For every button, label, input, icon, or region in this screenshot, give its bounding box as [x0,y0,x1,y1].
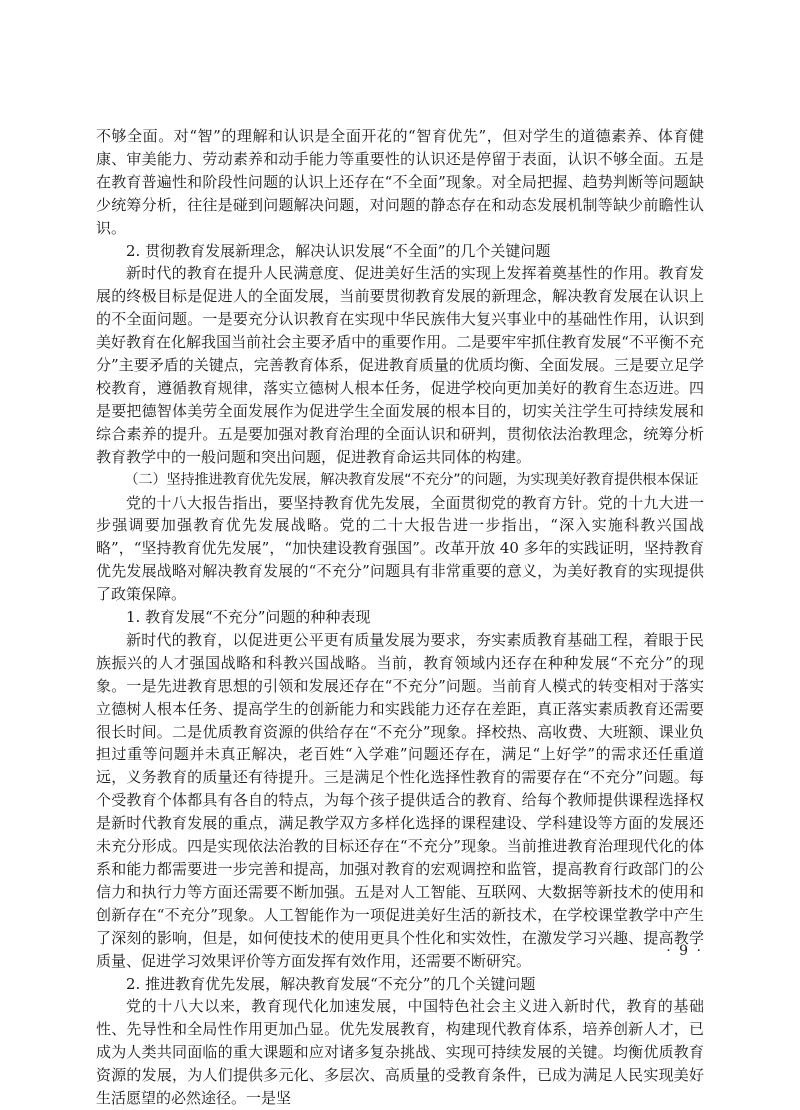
page-number: · 9 · [666,943,703,959]
paragraph-body: 党的十八大报告指出，要坚持教育优先发展，全面贯彻党的教育方针。党的十九大进一步强调要加强教育优先发展战略。党的二十大报告进一步指出，“深入实施科教兴国战略”，“坚持教育优先发展”，“加快建设教育强国”。改革开放 40 多年的实践证明，坚持教育优先发展战略对解决教育发展的“不充分”问题具有非常重要的意义，为美好教育的实现提供了政策保障。 [96,493,704,604]
paragraph-subheading: 2. 贯彻教育发展新理念，解决认识发展“不全面”的几个关键问题 [126,241,551,260]
paragraph-body: 新时代的教育，以促进更公平更有质量发展为要求，夯实素质教育基础工程，着眼于民族振兴的人才强国战略和科教兴国战略。当前，教育领域内还存在种种发展“不充分”的现象。一是先进教育思想的引领和发展还存在“不充分”问题。当前育人模式的转变相对于落实立德树人根本任务、提高学生的创新能力和实践能力还存在差距，真正落实素质教育还需要很长时间。二是优质教育资源的供给存在“不充分”现象。择校热、高收费、大班额、课业负担过重等问题并未真正解决，老百姓“入学难”问题还存在，满足“上好学”的需求还任重道远，义务教育的质量还有待提升。三是满足个性化选择性教育的需要存在“不充分”问题。每个受教育个体都具有各自的特点，为每个孩子提供适合的教育、给每个教师提供课程选择权是新时代教育发展的重点，满足教学双方多样化选择的课程建设、学科建设等方面的发展还未充分形成。四是实现依法治教的目标还存在“不充分”现象。当前推进教育治理现代化的体系和能力都需要进一步完善和提高，加强对教育的宏观调控和监管，提高教育行政部门的公信力和执行力等方面还需要不断加强。五是对人工智能、互联网、大数据等新技术的使用和创新存在“不充分”现象。人工智能作为一项促进美好生活的新技术，在学校课堂教学中产生了深刻的影响，但是，如何使技术的使用更具个性化和实效性，在激发学习兴趣、提高教学质量、促进学习效果评价等方面发挥有效作用，还需要不断研究。 [96,630,704,970]
paragraph-subheading: 1. 教育发展“不充分”问题的种种表现 [126,608,371,627]
page-content [96,125,704,1110]
paragraph-body: 党的十八大以来，教育现代化加速发展，中国特色社会主义进入新时代，教育的基础性、先导性和全局性作用更加凸显。优先发展教育，构建现代教育体系，培养创新人才，已成为人类共同面临的重大课题和应对诸多复杂挑战、实现可持续发展的关键。均衡优质教育资源的发展，为人们提供多元化、多层次、高质量的受教育条件，已成为满足人民实现美好生活愿望的必然途径。一是坚 [96,997,704,1108]
paragraph-body: 新时代的教育在提升人民满意度、促进美好生活的实现上发挥着奠基性的作用。教育发展的终极目标是促进人的全面发展，当前要贯彻教育发展的新理念，解决教育发展在认识上的不全面问题。一是要充分认识教育在实现中华民族伟大复兴事业中的基础性作用，认识到美好教育在化解我国当前社会主要矛盾中的重要作用。二是要牢牢抓住教育发展“不平衡不充分”主要矛盾的关键点，完善教育体系，促进教育质量的优质均衡、全面发展。三是要立足学校教育，遵循教育规律，落实立德树人根本任务，促进学校向更加美好的教育生态迈进。四是要把德智体美劳全面发展作为促进学生全面发展的根本目的，切实关注学生可持续发展和综合素养的提升。五是要加强对教育治理的全面认识和研判，贯彻依法治教理念，统筹分析教育教学中的一般问题和突出问题，促进教育命运共同体的构建。 [96,264,704,466]
paragraph-body: 不够全面。对“智”的理解和认识是全面开花的“智育优先”，但对学生的道德素养、体育健康、审美能力、劳动素养和动手能力等重要性的认识还是停留于表面，认识不够全面。五是在教育普遍性和阶段性问题的认识上还存在“不全面”现象。对全局把握、趋势判断等问题缺少统筹分析，往往是碰到问题解决问题，对问题的静态存在和动态发展机制等缺少前瞻性认识。 [96,127,704,237]
paragraph-subheading: 2. 推进教育优先发展，解决教育发展“不充分”的几个关键问题 [126,974,536,993]
section-heading: （二）坚持推进教育优先发展，解决教育发展“不充分”的问题，为实现美好教育提供根本保证 [124,471,699,488]
